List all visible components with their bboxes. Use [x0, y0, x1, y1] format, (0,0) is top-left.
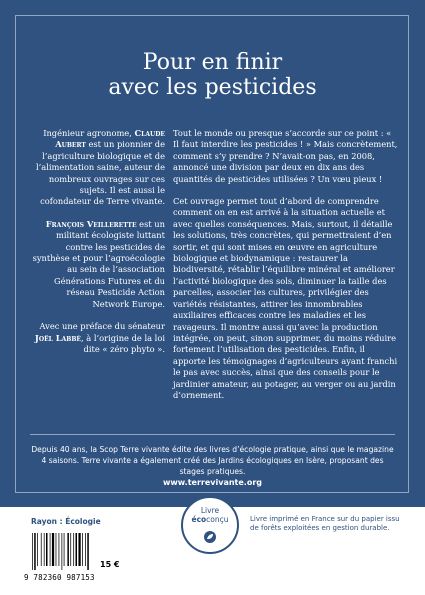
barcode-bar: [73, 533, 74, 566]
barcode-bar: [41, 533, 42, 566]
blurb-paragraph-1: Tout le monde ou presque s’accorde sur ce point : « Il faut interdire les pesticides ! » Mais concrètement, comment s’y prendre ? N’avait-on pas, en 2008, annoncé une division par deux en dix ans des quantités de pesticides utilisées ? Un vœu pieux !: [173, 128, 398, 184]
author-bio-1-text: est un pionnier de l’agriculture biologique et de l’alimentation saine, auteur de nombreux ouvrages sur ces sujets. Il est aussi le cofondateur de Terre vivante.: [36, 139, 165, 207]
blurb: [173, 128, 398, 412]
divider: [30, 434, 395, 435]
barcode-bar: [85, 533, 86, 566]
logo-eco: éco: [191, 515, 207, 524]
isbn-digits: 9 782360 987153: [24, 573, 95, 582]
price: 15 €: [100, 560, 120, 569]
preface-intro: Avec une préface du sénateur: [39, 321, 165, 332]
shelf-category: Rayon : Écologie: [31, 517, 101, 526]
eco-design-logo: [181, 496, 239, 554]
barcode-bar: [70, 533, 71, 566]
author-name-1: Claude Aubert: [55, 128, 165, 150]
title-line-1: Pour en finir: [142, 50, 283, 75]
author-bios: [30, 128, 165, 366]
publisher-text: Depuis 40 ans, la Scop Terre vivante édite des livres d’écologie pratique, ainsi que le magazine 4 saisons. Terre vivante a également créé des Jardins écologiques en Isère, proposant des stages pratiques.: [31, 445, 394, 476]
barcode-bar: [37, 533, 38, 566]
barcode-bar: [34, 533, 36, 570]
logo-line-2: [183, 515, 237, 524]
barcode-bar: [56, 533, 57, 566]
preface-note: [30, 321, 165, 355]
barcode-bar: [46, 533, 48, 566]
eco-print-note: Livre imprimé en France sur du papier issu de forêts exploitées en gestion durable.: [250, 515, 400, 532]
title-line-2: avec les pesticides: [108, 75, 317, 100]
barcode-bar: [59, 533, 60, 566]
leaf-icon: [203, 530, 217, 544]
barcode-bar: [62, 533, 63, 570]
blurb-paragraph-2: Cet ouvrage permet tout d’abord de comprendre comment on en est arrivé à la situation actuelle et avec quelles conséquences. Mais, surtout, il détaille les solutions, très concrètes, qui permettraient d’en sortir, et qui sont mises en œuvre en agriculture biologique et biodynamique : restaurer la biodiversité, rétablir l’équilibre minéral et améliorer l’activité biologique des sols, diminuer la taille des parcelles, associer les cultures, privilégier des variétés résistantes, attirer les innombrables auxiliaires efficaces contre les maladies et les ravageurs. Il montre aussi qu’avec la production intégrée, on peut, sinon supprimer, du moins réduire fortement l’utilisation des pesticides. Enfin, il apporte les témoignages d’agriculteurs ayant franchi le pas avec succès, ainsi que des conseils pour le jardinier amateur, au potager, au verger ou au jardin d’ornement.: [173, 196, 398, 400]
preface-author-name: Joël Labbé: [34, 332, 81, 343]
author-bio-1-intro: Ingénieur agronome,: [43, 128, 135, 138]
barcode-image: [31, 533, 89, 570]
barcode-bar: [52, 533, 54, 566]
author-bio-2: [30, 219, 165, 310]
barcode-bar: [76, 533, 78, 566]
barcode-bar: [32, 533, 33, 570]
eco-design-logo-text: [183, 506, 237, 524]
author-name-2: François Veillerette: [45, 218, 137, 229]
barcode-bar: [50, 533, 51, 566]
preface-text: , à l’origine de la loi dite « zéro phyto ».: [80, 332, 165, 354]
logo-concu: conçu: [206, 515, 229, 524]
barcode-bar: [82, 533, 83, 566]
logo-line-1: Livre: [200, 506, 220, 515]
publisher-url[interactable]: www.terrevivante.org: [163, 478, 262, 487]
author-bio-1: [30, 128, 165, 208]
barcode-bar: [67, 533, 69, 566]
barcode-bar: [87, 533, 89, 570]
barcode-bar: [78, 533, 80, 566]
author-bio-2-text: est un militant écologiste luttant contre les pesticides de synthèse et pour l’agroécologie au sein de l’association Générations Futures et du réseau Pesticide Action Network Europe.: [32, 218, 165, 309]
barcode-bar: [44, 533, 45, 566]
barcode-bar: [64, 533, 65, 566]
publisher-footer: [30, 444, 395, 488]
